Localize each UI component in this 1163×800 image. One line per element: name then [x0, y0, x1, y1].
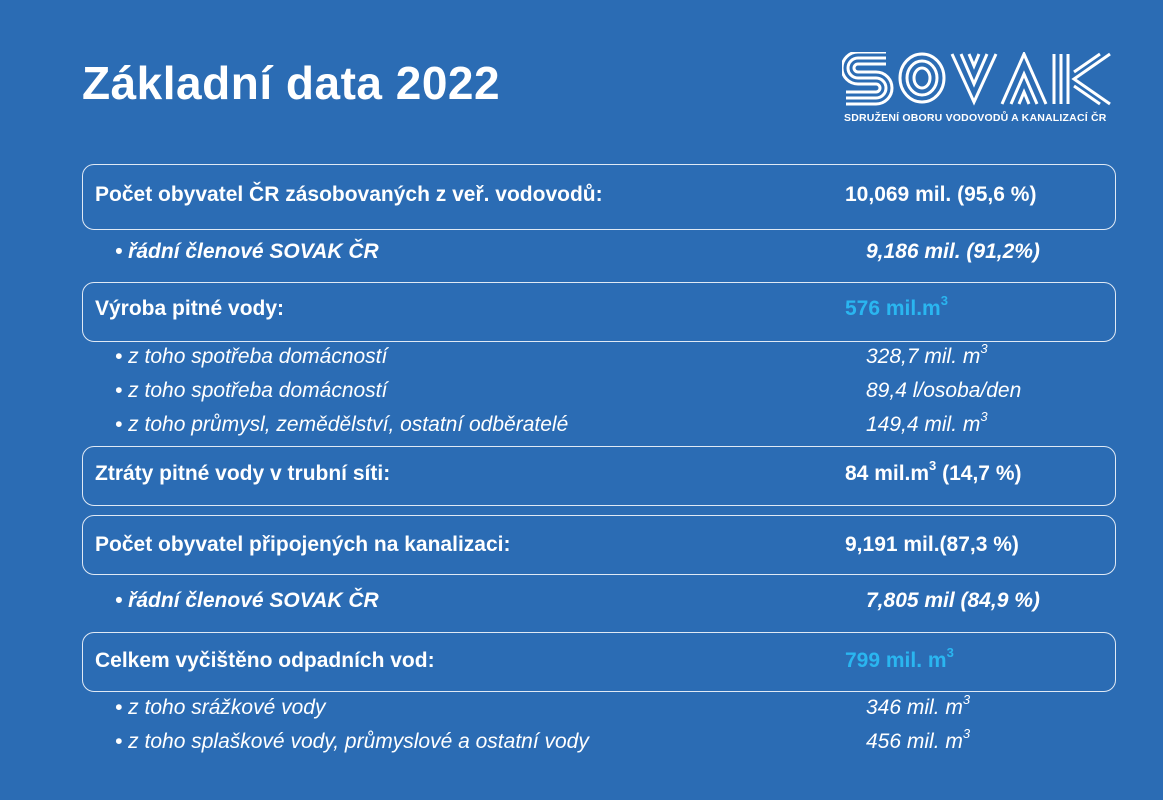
- value-text: 346 mil. m: [866, 696, 963, 719]
- row-label: Ztráty pitné vody v trubní síti:: [95, 462, 391, 485]
- row-value: 9,191 mil.(87,3 %): [845, 533, 1019, 556]
- value-superscript: 3: [962, 692, 971, 707]
- row-subvalue: 9,186 mil. (91,2%): [866, 240, 1040, 263]
- row-label: Výroba pitné vody:: [95, 297, 285, 320]
- row-sublabel: • z toho spotřeba domácností: [115, 379, 388, 402]
- row-sublabel: • řádní členové SOVAK ČR: [115, 589, 379, 612]
- row-value: [845, 293, 948, 321]
- value-text: 799 mil. m: [845, 649, 947, 672]
- value-superscript: 3: [940, 293, 948, 308]
- row-label: Počet obyvatel ČR zásobovaných z veř. vodovodů:: [95, 183, 603, 206]
- logo-tagline: SDRUŽENÍ OBORU VODOVODŮ A KANALIZACÍ ČR: [844, 112, 1107, 124]
- value-superscript: 3: [980, 341, 988, 356]
- row-label: Počet obyvatel připojených na kanalizaci:: [95, 533, 511, 556]
- value-text-after: (14,7 %): [936, 462, 1022, 485]
- value-text: 328,7 mil. m: [866, 345, 981, 368]
- value-superscript: 3: [946, 645, 954, 660]
- sovak-logo-mark: [842, 52, 1114, 108]
- value-text: 576 mil.m: [845, 297, 941, 320]
- row-subvalue: 89,4 l/osoba/den: [866, 379, 1022, 402]
- value-superscript: 3: [980, 409, 988, 424]
- row-sublabel: • řádní členové SOVAK ČR: [115, 240, 379, 263]
- value-superscript: 3: [929, 458, 937, 473]
- value-text: 456 mil. m: [866, 730, 963, 753]
- row-value: [845, 645, 954, 673]
- row-subvalue: [866, 692, 971, 720]
- row-subvalue: [866, 409, 988, 437]
- row-value: 10,069 mil. (95,6 %): [845, 183, 1037, 206]
- row-subvalue: [866, 726, 971, 754]
- page-title: Základní data 2022: [82, 57, 501, 109]
- row-subvalue: [866, 341, 988, 369]
- sovak-logo: [842, 52, 1114, 132]
- row-label: Celkem vyčištěno odpadních vod:: [95, 649, 435, 672]
- value-superscript: 3: [962, 726, 971, 741]
- row-sublabel: • z toho srážkové vody: [115, 696, 326, 719]
- row-sublabel: • z toho spotřeba domácností: [115, 345, 388, 368]
- row-sublabel: • z toho splaškové vody, průmyslové a ostatní vody: [115, 730, 589, 753]
- row-sublabel: • z toho průmysl, zemědělství, ostatní odběratelé: [115, 413, 569, 436]
- value-text: 149,4 mil. m: [866, 413, 981, 436]
- value-text: 84 mil.m: [845, 462, 930, 485]
- row-subvalue: 7,805 mil (84,9 %): [866, 589, 1040, 612]
- row-value: [845, 458, 1022, 486]
